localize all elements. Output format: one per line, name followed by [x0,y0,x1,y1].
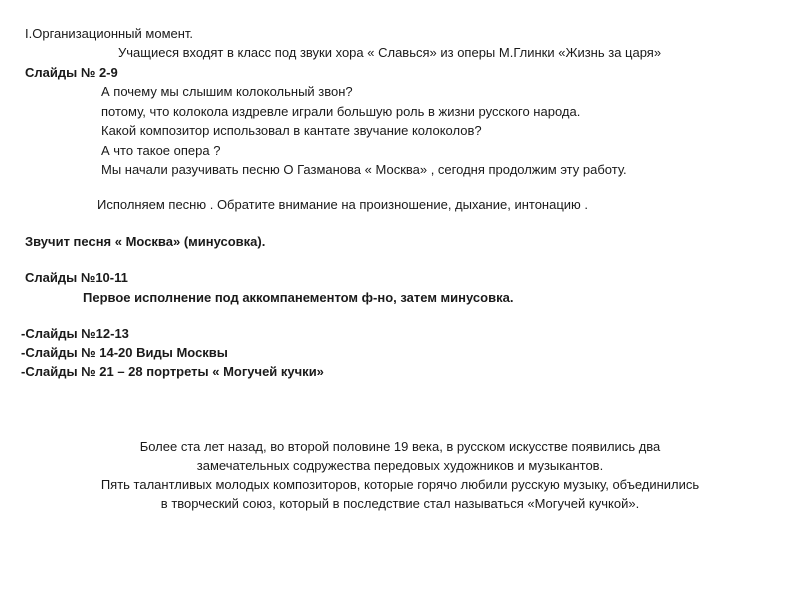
question-composer: Какой композитор использовал в кантате звучание колоколов? [101,123,482,138]
slides-10-11-heading: Слайды №10-11 [25,270,128,285]
intro-line: Учащиеся входят в класс под звуки хора « Славься» из оперы М.Глинки «Жизнь за царя» [118,45,662,60]
question-opera: А что такое опера ? [101,143,221,158]
answer-bells: потому, что колокола издревле играли большую роль в жизни русского народа. [101,104,581,119]
slides-14-20-item: -Слайды № 14-20 Виды Москвы [21,345,228,360]
closing-paragraph-line-3: Пять талантливых молодых композиторов, которые горячо любили русскую музыку, объединились [100,477,700,492]
slides-2-9-heading: Слайды № 2-9 [25,65,118,80]
slides-12-13-item: -Слайды №12-13 [21,326,129,341]
closing-paragraph-line-4: в творческий союз, который в последствие стал называться «Могучей кучкой». [160,496,640,511]
first-performance: Первое исполнение под аккомпанементом ф-но, затем минусовка. [83,290,514,305]
question-bell-ringing: А почему мы слышим колокольный звон? [101,84,353,99]
song-plays: Звучит песня « Москва» (минусовка). [25,234,266,249]
perform-note: Исполняем песню . Обратите внимание на произношение, дыхание, интонацию . [97,197,589,212]
slides-21-28-item: -Слайды № 21 – 28 портреты « Могучей кучки» [21,364,324,379]
closing-paragraph-line-2: замечательных содружества передовых художников и музыкантов. [196,458,604,473]
section-heading: I.Организационный момент. [25,26,194,41]
song-intro: Мы начали разучивать песню О Газманова « Москва» , сегодня продолжим эту работу. [101,162,627,177]
closing-paragraph-line-1: Более ста лет назад, во второй половине 19 века, в русском искусстве появились два [139,439,661,454]
